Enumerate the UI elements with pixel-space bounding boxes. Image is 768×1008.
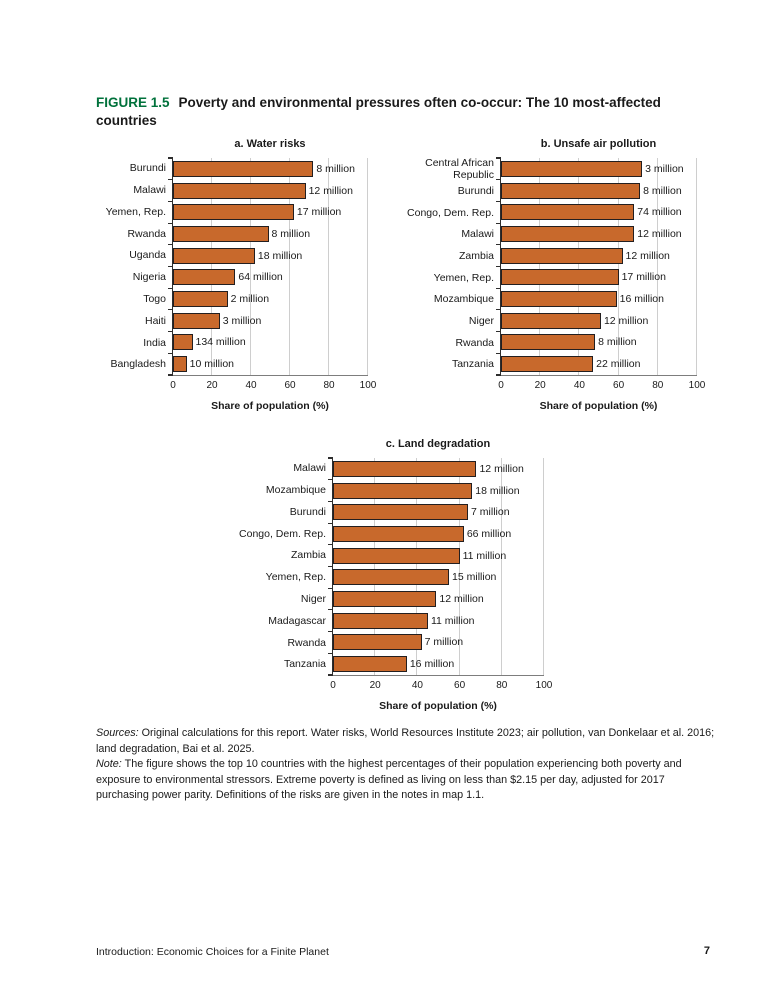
- y-tick: [168, 223, 173, 224]
- bar-row: [501, 310, 697, 332]
- bar-row: [173, 353, 368, 375]
- bar: [333, 461, 476, 477]
- bar: [333, 634, 422, 650]
- bar-value-label: 12 million: [479, 462, 524, 475]
- x-tick-label: 0: [170, 380, 176, 391]
- category-label: Burundi: [289, 505, 326, 518]
- category-axis: [398, 158, 500, 376]
- bar-value-label: 10 million: [189, 358, 234, 371]
- y-tick: [328, 501, 333, 502]
- y-tick: [328, 609, 333, 610]
- bar-row: [333, 545, 544, 567]
- bar-value-label: 74 million: [637, 206, 682, 219]
- footer-chapter-title: Introduction: Economic Choices for a Finite Planet: [96, 946, 329, 958]
- category-label: Zambia: [290, 549, 326, 562]
- y-tick: [328, 544, 333, 545]
- bar: [333, 483, 472, 499]
- category-label: Yemen, Rep.: [105, 205, 166, 218]
- bar-row: [173, 332, 368, 354]
- category-label: Nigeria: [132, 271, 166, 284]
- category-label: Niger: [468, 315, 494, 328]
- category-axis: [96, 158, 172, 376]
- x-tick-label: 0: [498, 380, 504, 391]
- y-tick: [168, 353, 173, 354]
- bar-row: [333, 588, 544, 610]
- bar-row: [173, 288, 368, 310]
- bar-value-label: 11 million: [430, 614, 475, 627]
- y-tick: [328, 523, 333, 524]
- chart-title: c. Land degradation: [385, 438, 491, 450]
- bar: [173, 291, 228, 307]
- category-label: Malawi: [293, 462, 326, 475]
- category-label: Malawi: [133, 183, 166, 196]
- figure-title-text: Poverty and environmental pressures often co-occur: The 10 most-affected countries: [96, 95, 661, 128]
- bar-value-label: 8 million: [643, 184, 682, 197]
- bar-row: [501, 353, 697, 375]
- y-tick: [168, 266, 173, 267]
- category-label: Mozambique: [433, 293, 494, 306]
- y-tick: [496, 244, 501, 245]
- y-tick: [168, 201, 173, 202]
- x-tick-label: 100: [535, 680, 553, 691]
- bar-value-label: 2 million: [230, 293, 270, 306]
- x-tick-label: 60: [454, 680, 466, 691]
- y-tick: [168, 179, 173, 180]
- y-tick: [168, 244, 173, 245]
- figure-title: [96, 94, 718, 130]
- bar-row: [333, 523, 544, 545]
- x-tick-label: 60: [613, 380, 625, 391]
- bar: [173, 269, 235, 285]
- bar-row: [173, 223, 368, 245]
- bar-value-label: 15 million: [452, 571, 497, 584]
- bar-rows: [501, 158, 697, 375]
- y-tick: [496, 201, 501, 202]
- x-tick-label: 40: [573, 380, 585, 391]
- bar-value-label: 3 million: [222, 314, 262, 327]
- category-label: Yemen, Rep.: [433, 271, 494, 284]
- y-tick: [496, 179, 501, 180]
- bar-row: [333, 458, 544, 480]
- plot-area: [498, 158, 706, 391]
- y-tick: [328, 631, 333, 632]
- bar: [501, 183, 640, 199]
- x-tick-label: 100: [688, 380, 706, 391]
- bar-row: [173, 180, 368, 202]
- x-tick-label: 20: [206, 380, 218, 391]
- y-tick: [496, 309, 501, 310]
- y-tick: [168, 331, 173, 332]
- bar-value-label: 12 million: [439, 593, 484, 606]
- bar-value-label: 8 million: [316, 162, 355, 175]
- bar: [501, 313, 601, 329]
- category-label: Uganda: [129, 249, 166, 262]
- bar-value-label: 22 million: [596, 358, 641, 371]
- bar: [501, 291, 617, 307]
- chart-water-risks: [96, 138, 377, 412]
- bar-row: [501, 267, 697, 289]
- y-tick: [168, 374, 173, 375]
- chart-title: b. Unsafe air pollution: [540, 138, 657, 150]
- y-tick: [328, 653, 333, 654]
- bar-row: [333, 653, 544, 675]
- bar-row: [173, 158, 368, 180]
- sources-line: [96, 726, 716, 757]
- category-label: Bangladesh: [110, 358, 166, 371]
- bar-value-label: 8 million: [598, 336, 637, 349]
- x-tick-label: 40: [245, 380, 257, 391]
- bar-value-label: 7 million: [424, 636, 464, 649]
- y-tick: [168, 288, 173, 289]
- note-text: The figure shows the top 10 countries with the highest percentages of their population experiencing both poverty and exposure to environmental stressors. Extreme poverty is defined as living on less than $2.15 per day, adjusted for 2017 purchasing power parity. Definitions of the risks are given in the notes in map 1.1.: [96, 758, 682, 802]
- bar-value-label: 11 million: [462, 549, 507, 562]
- bar-row: [173, 245, 368, 267]
- bar-value-label: 12 million: [637, 227, 682, 240]
- y-tick: [496, 331, 501, 332]
- category-label: Haiti: [144, 314, 166, 327]
- x-tick-label: 80: [496, 680, 508, 691]
- bar: [333, 591, 436, 607]
- category-label: Rwanda: [127, 227, 166, 240]
- category-label: Mozambique: [265, 483, 326, 496]
- category-label: Central African Republic: [425, 157, 494, 181]
- y-tick: [328, 457, 333, 458]
- chart-land-degradation: [230, 438, 553, 712]
- bar-value-label: 18 million: [257, 249, 303, 262]
- bar-row: [501, 332, 697, 354]
- y-tick: [328, 566, 333, 567]
- y-tick: [496, 353, 501, 354]
- bar-value-label: 134 million: [195, 336, 246, 349]
- y-tick: [328, 674, 333, 675]
- bar: [333, 613, 428, 629]
- x-tick-label: 100: [359, 380, 377, 391]
- bar-value-label: 66 million: [466, 527, 512, 540]
- chart-air-pollution: [398, 138, 706, 412]
- bar: [173, 356, 187, 372]
- bar: [173, 248, 255, 264]
- bar-row: [333, 632, 544, 654]
- x-tick-label: 0: [330, 680, 336, 691]
- bar: [501, 161, 642, 177]
- category-label: Rwanda: [455, 336, 494, 349]
- category-label: Niger: [300, 592, 326, 605]
- sources-label: Sources:: [96, 727, 139, 739]
- y-tick: [496, 266, 501, 267]
- category-label: Tanzania: [451, 358, 494, 371]
- category-label: Burundi: [129, 162, 166, 175]
- bar: [173, 313, 220, 329]
- bar-row: [333, 501, 544, 523]
- bar-row: [501, 158, 697, 180]
- y-tick: [168, 157, 173, 158]
- y-tick: [496, 288, 501, 289]
- bar-value-label: 8 million: [271, 227, 311, 240]
- bar: [501, 204, 634, 220]
- y-tick: [496, 223, 501, 224]
- category-label: Burundi: [457, 185, 494, 198]
- bar: [333, 504, 468, 520]
- bar-value-label: 3 million: [645, 162, 684, 175]
- chart-body: [398, 157, 706, 391]
- bar: [173, 334, 193, 350]
- bar-value-label: 12 million: [625, 249, 670, 262]
- bar: [501, 248, 623, 264]
- category-label: Tanzania: [283, 658, 326, 671]
- bar-rows: [333, 458, 544, 675]
- bar-value-label: 7 million: [471, 506, 510, 519]
- figure-number-label: FIGURE 1.5: [96, 95, 170, 110]
- category-label: Malawi: [461, 228, 494, 241]
- chart-body: [230, 458, 553, 691]
- note-line: [96, 757, 716, 804]
- category-label: Yemen, Rep.: [265, 571, 326, 584]
- bar-value-label: 17 million: [296, 206, 342, 219]
- bar: [501, 269, 619, 285]
- bar-value-label: 17 million: [621, 271, 666, 284]
- bar-row: [501, 223, 697, 245]
- bar-row: [501, 288, 697, 310]
- bar-value-label: 64 million: [238, 271, 283, 284]
- category-label: Congo, Dem. Rep.: [407, 206, 494, 219]
- category-label: Madagascar: [268, 614, 326, 627]
- category-label: Zambia: [458, 250, 494, 263]
- y-tick: [168, 309, 173, 310]
- note-label: Note:: [96, 758, 122, 771]
- bar-row: [333, 567, 544, 589]
- x-tick-label: 60: [284, 380, 296, 391]
- bar-row: [333, 610, 544, 632]
- bar: [173, 161, 313, 177]
- bar-row: [501, 180, 697, 202]
- bar: [173, 226, 269, 242]
- category-label: Congo, Dem. Rep.: [239, 527, 326, 540]
- bar: [501, 356, 593, 372]
- x-tick-label: 20: [534, 380, 546, 391]
- bar-value-label: 16 million: [619, 293, 664, 306]
- bar: [333, 569, 449, 585]
- bar-value-label: 18 million: [475, 484, 520, 497]
- bar: [501, 226, 634, 242]
- bar-row: [173, 201, 368, 223]
- bar: [333, 548, 460, 564]
- bar-value-label: 16 million: [409, 658, 455, 671]
- x-axis-label: Share of population (%): [211, 400, 329, 412]
- x-axis-label: Share of population (%): [379, 700, 497, 712]
- bar: [173, 204, 294, 220]
- category-label: Rwanda: [287, 636, 326, 649]
- bar-row: [501, 245, 697, 267]
- category-label: Togo: [143, 292, 166, 305]
- y-tick: [328, 588, 333, 589]
- y-tick: [496, 374, 501, 375]
- category-label: India: [143, 336, 166, 349]
- bar-row: [173, 310, 368, 332]
- bar-value-label: 12 million: [603, 314, 649, 327]
- bar-row: [173, 267, 368, 289]
- sources-text: Original calculations for this report. Water risks, World Resources Institute 2023; air pollution, van Donkelaar et al. 2016; land degradation, Bai et al. 2025.: [96, 727, 715, 755]
- y-tick: [496, 157, 501, 158]
- bar-rows: [173, 158, 368, 375]
- figure-notes: [96, 726, 716, 804]
- bar: [173, 183, 306, 199]
- plot-area: [170, 158, 377, 391]
- bar: [333, 656, 407, 672]
- bar: [501, 334, 595, 350]
- bar-row: [501, 201, 697, 223]
- bar-value-label: 12 million: [308, 184, 353, 197]
- y-tick: [328, 479, 333, 480]
- bar: [333, 526, 464, 542]
- footer-page-number: 7: [703, 945, 710, 957]
- chart-title: a. Water risks: [234, 138, 306, 150]
- x-tick-label: 80: [323, 380, 335, 391]
- category-axis: [230, 458, 332, 676]
- chart-body: [96, 158, 377, 391]
- x-tick-label: 40: [411, 680, 423, 691]
- x-tick-label: 20: [369, 680, 381, 691]
- x-tick-label: 80: [652, 380, 664, 391]
- x-axis-label: Share of population (%): [539, 400, 658, 412]
- plot-area: [330, 458, 553, 691]
- bar-row: [333, 480, 544, 502]
